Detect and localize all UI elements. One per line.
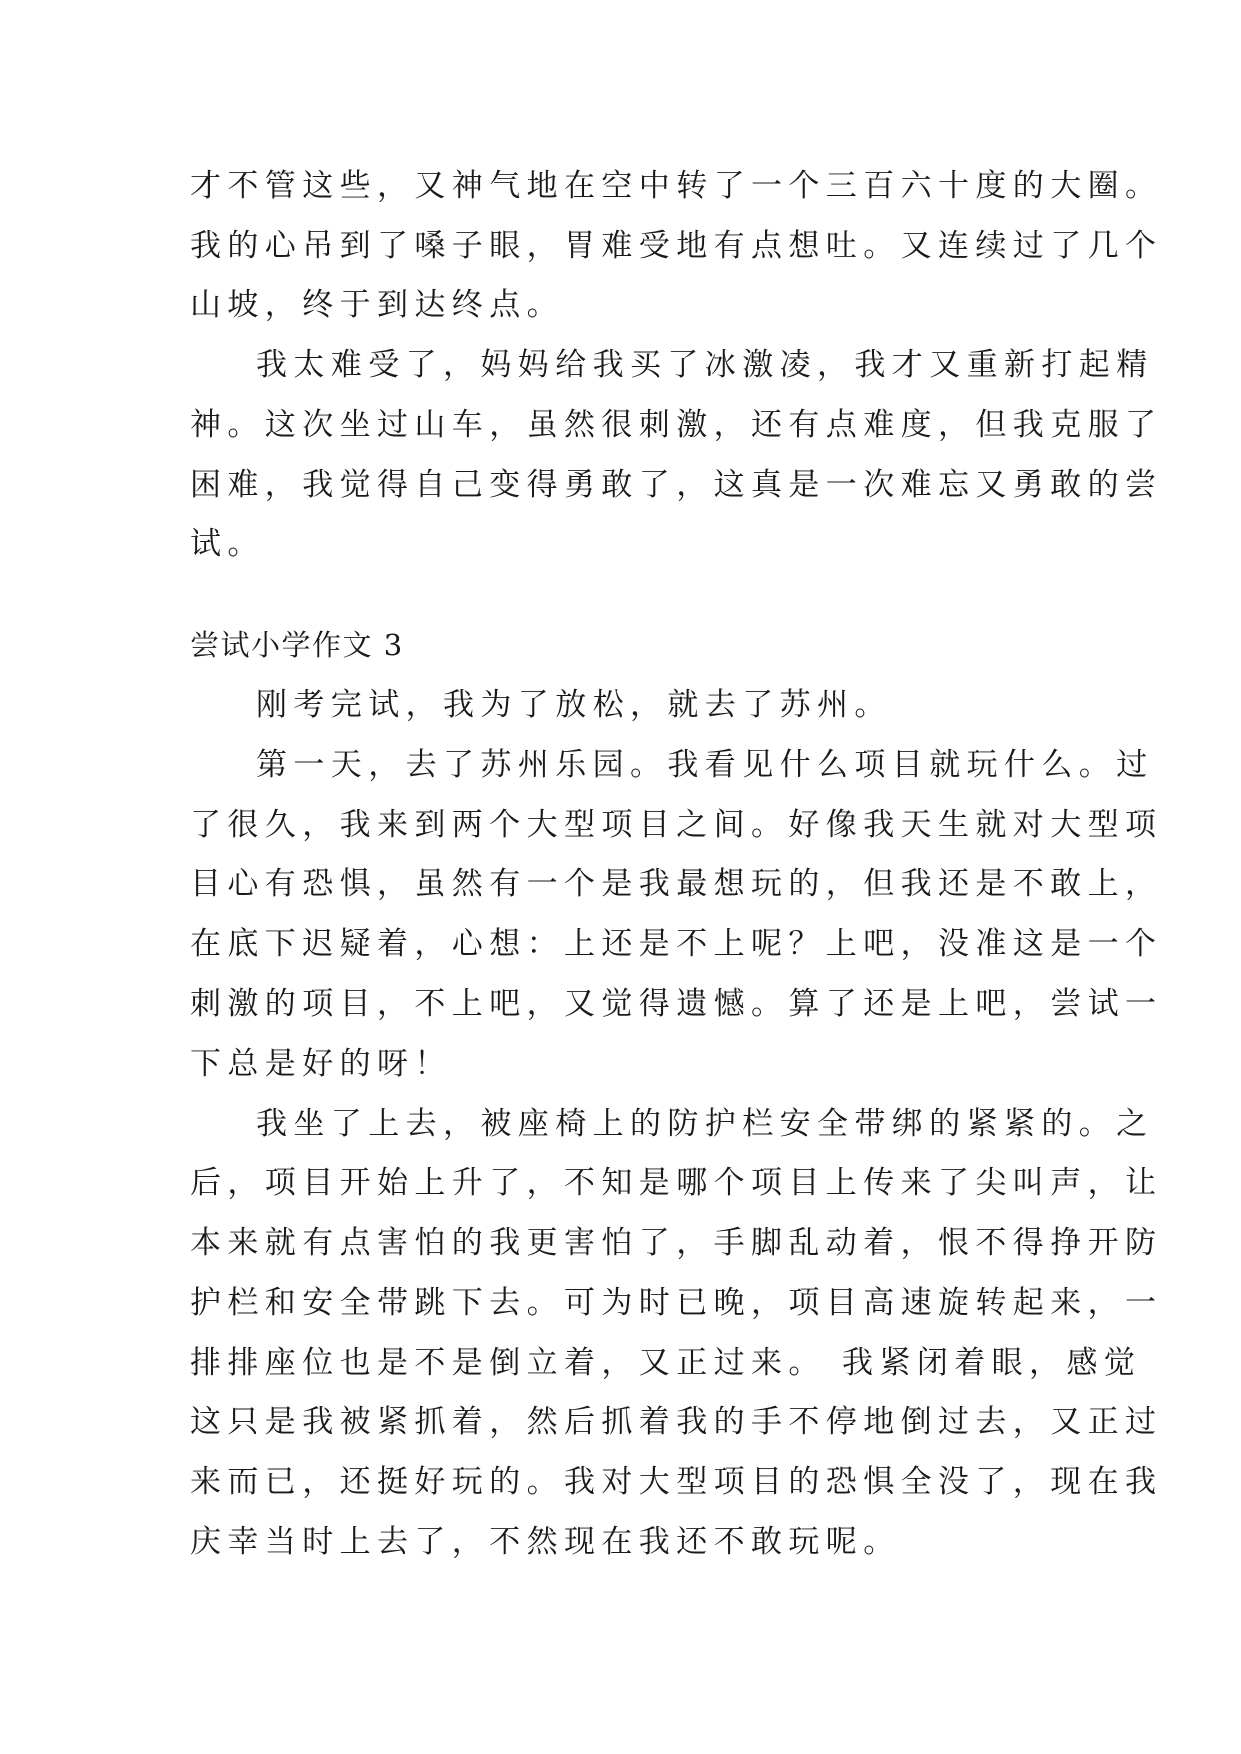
paragraph-1-line-3: 山坡，终于到达终点。 [190,287,564,323]
paragraph-2-line-4: 试。 [190,526,265,562]
paragraph-4-line-3: 目心有恐惧，虽然有一个是我最想玩的，但我还是不敢上， [190,866,1163,902]
paragraph-5-line-4: 护栏和安全带跳下去。可为时已晚，项目高速旋转起来，一 [190,1285,1163,1321]
paragraph-4-line-5: 刺激的项目，不上吧，又觉得遗憾。算了还是上吧，尝试一 [190,986,1163,1022]
paragraph-5-line-5: 排排座位也是不是倒立着，又正过来。 我紧闭着眼，感觉 [190,1345,1142,1381]
paragraph-2-line-1: 我太难受了，妈妈给我买了冰激凌，我才又重新打起精 [256,347,1154,383]
paragraph-4-line-2: 了很久，我来到两个大型项目之间。好像我天生就对大型项 [190,807,1163,843]
paragraph-4-line-1: 第一天，去了苏州乐园。我看见什么项目就玩什么。过 [256,747,1154,783]
paragraph-5-line-1: 我坐了上去，被座椅上的防护栏安全带绑的紧紧的。之 [256,1106,1154,1142]
paragraph-3-line-1: 刚考完试，我为了放松，就去了苏州。 [256,687,892,723]
paragraph-2-line-3: 困难，我觉得自己变得勇敢了，这真是一次难忘又勇敢的尝 [190,467,1163,503]
paragraph-5-line-8: 庆幸当时上去了，不然现在我还不敢玩呢。 [190,1524,901,1560]
paragraph-1-line-1: 才不管这些，又神气地在空中转了一个三百六十度的大圈。 [190,168,1163,204]
paragraph-4-line-4: 在底下迟疑着，心想：上还是不上呢？上吧，没准这是一个 [190,926,1163,962]
paragraph-5-line-6: 这只是我被紧抓着，然后抓着我的手不停地倒过去，又正过 [190,1404,1163,1440]
paragraph-1-line-2: 我的心吊到了嗓子眼，胃难受地有点想吐。又连续过了几个 [190,228,1163,264]
section-heading: 尝试小学作文 3 [190,628,404,662]
paragraph-5-line-3: 本来就有点害怕的我更害怕了，手脚乱动着，恨不得挣开防 [190,1225,1163,1261]
paragraph-5-line-2: 后，项目开始上升了，不知是哪个项目上传来了尖叫声，让 [190,1165,1163,1201]
paragraph-4-line-6: 下总是好的呀！ [190,1046,452,1082]
paragraph-2-line-2: 神。这次坐过山车，虽然很刺激，还有点难度，但我克服了 [190,407,1163,443]
paragraph-5-line-7: 来而已，还挺好玩的。我对大型项目的恐惧全没了，现在我 [190,1464,1163,1500]
